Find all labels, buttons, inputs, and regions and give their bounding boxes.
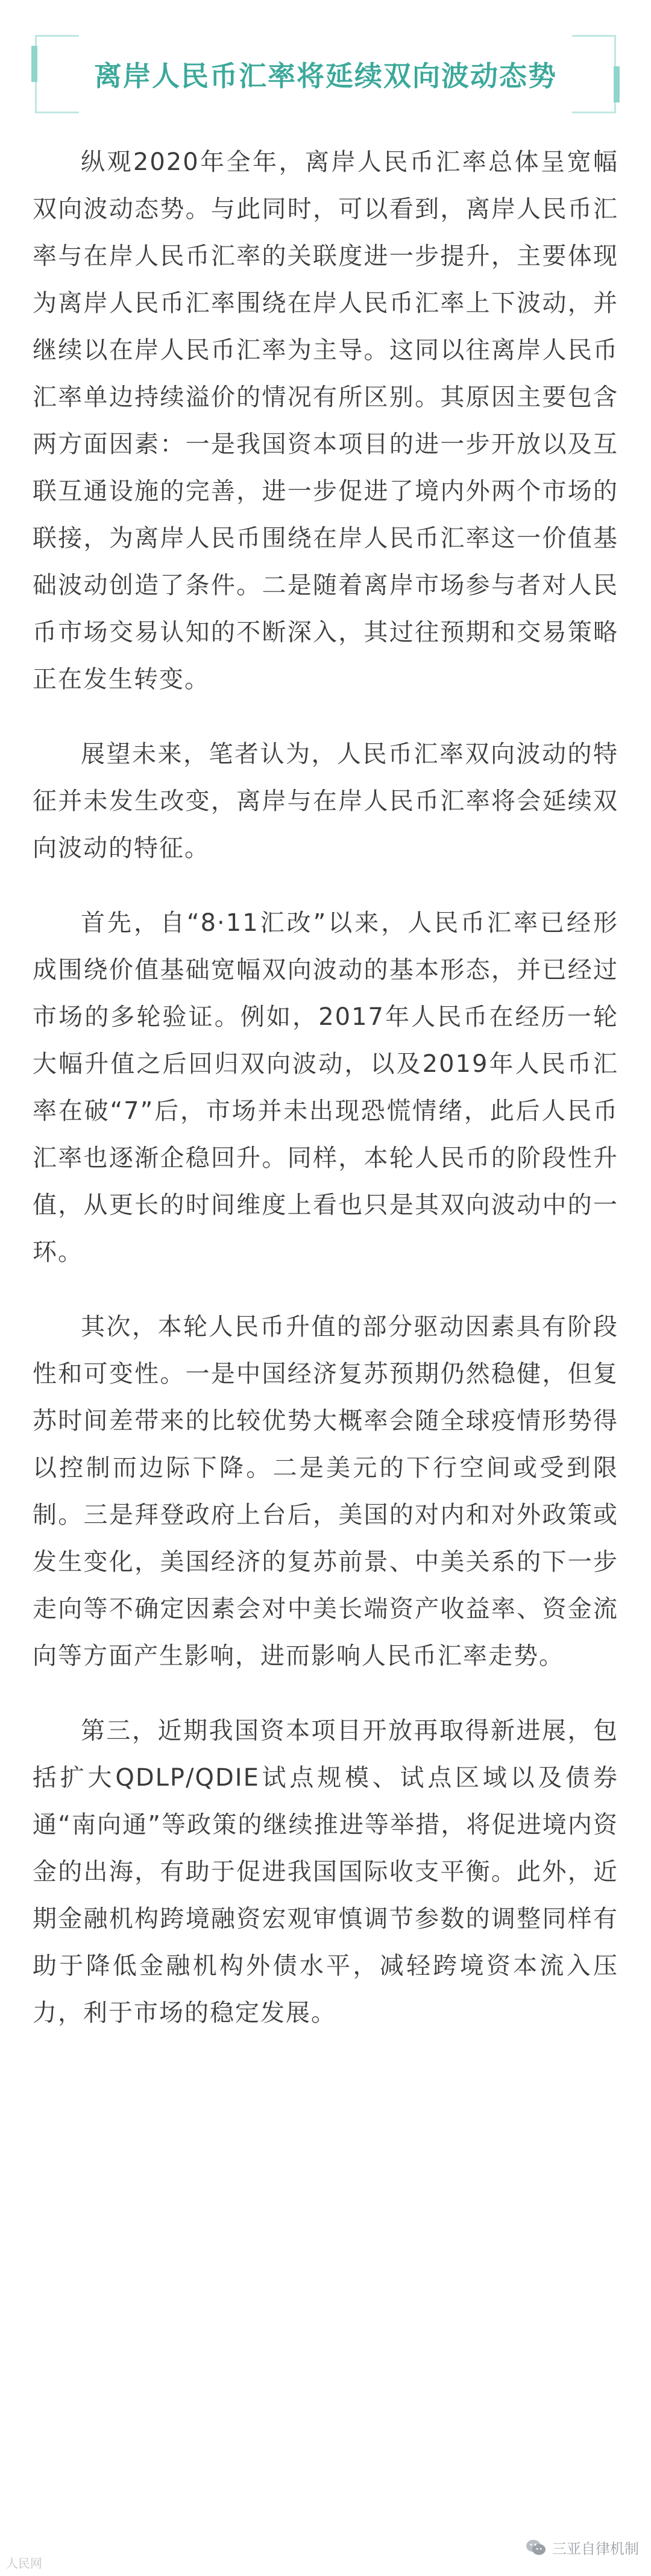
- paragraph-1: 纵观2020年全年，离岸人民币汇率总体呈宽幅双向波动态势。与此同时，可以看到，离岸人民币汇率与在岸人民币汇率的关联度进一步提升，主要体现为离岸人民币汇率围绕在岸人民币汇率上下波动，并继续以在岸人民币汇率为主导。这同以往离岸人民币汇率单边持续溢价的情况有所区别。其原因主要包含两方面因素：一是我国资本项目的进一步开放以及互联互通设施的完善，进一步促进了境内外两个市场的联接，为离岸人民币围绕在岸人民币汇率这一价值基础波动创造了条件。二是随着离岸市场参与者对人民币市场交易认知的不断深入，其过往预期和交易策略正在发生转变。: [33, 148, 618, 693]
- watermark-left-text: 人民网: [6, 2556, 42, 2571]
- watermark-left: [6, 2554, 42, 2571]
- paragraph-4: 其次，本轮人民币升值的部分驱动因素具有阶段性和可变性。一是中国经济复苏预期仍然稳健，但复苏时间差带来的比较优势大概率会随全球疫情形势得以控制而边际下降。二是美元的下行空间或受到限制。三是拜登政府上台后，美国的对内和对外政策或发生变化，美国经济的复苏前景、中美关系的下一步走向等不确定因素会对中美长端资产收益率、资金流向等方面产生影响，进而影响人民币汇率走势。: [33, 1313, 618, 1670]
- paragraph-3: 首先，自“8·11汇改”以来，人民币汇率已经形成围绕价值基础宽幅双向波动的基本形态，并已经过市场的多轮验证。例如，2017年人民币在经历一轮大幅升值之后回归双向波动，以及2019年人民币汇率在破“7”后，市场并未出现恐慌情绪，此后人民币汇率也逐渐企稳回升。同样，本轮人民币的阶段性升值，从更长的时间维度上看也只是其双向波动中的一环。: [33, 909, 618, 1266]
- watermark-right: [526, 2537, 639, 2558]
- article-title: 离岸人民币汇率将延续双向波动态势: [94, 60, 557, 92]
- paragraph-2: 展望未来，笔者认为，人民币汇率双向波动的特征并未发生改变，离岸与在岸人民币汇率将会延续双向波动的特征。: [33, 740, 618, 862]
- title-frame: [35, 35, 616, 113]
- paragraph-5: 第三，近期我国资本项目开放再取得新进展，包括扩大QDLP/QDIE试点规模、试点区域以及债券通“南向通”等政策的继续推进等举措，将促进境内资金的出海，有助于促进我国国际收支平衡。此外，近期金融机构跨境融资宏观审慎调节参数的调整同样有助于降低金融机构外债水平，减轻跨境资本流入压力，利于市场的稳定发展。: [33, 1717, 618, 2027]
- article-body: [33, 139, 618, 2064]
- watermark-right-text: 三亚自律机制: [552, 2540, 639, 2557]
- wechat-icon: [526, 2539, 546, 2556]
